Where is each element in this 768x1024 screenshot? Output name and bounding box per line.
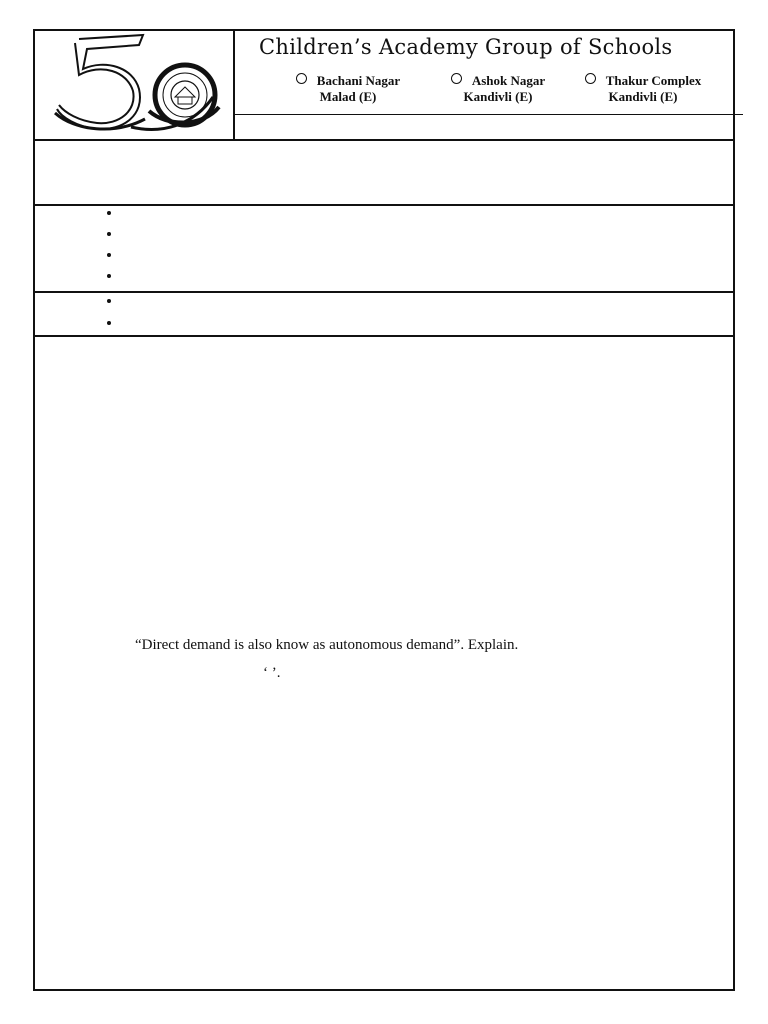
bullet-section-2 xyxy=(35,293,735,337)
branch-list xyxy=(283,73,743,109)
school-info-cell xyxy=(233,31,743,139)
header-divider xyxy=(233,114,743,115)
branch-item xyxy=(438,73,558,105)
radio-circle-icon xyxy=(585,73,596,84)
title-section xyxy=(35,139,735,206)
branch-location: Malad (E) xyxy=(319,89,377,104)
branch-item xyxy=(573,73,713,105)
branch-location: Kandivli (E) xyxy=(463,89,533,104)
branch-name: Thakur Complex xyxy=(605,73,702,88)
branch-name: Ashok Nagar xyxy=(471,73,546,88)
branch-item xyxy=(283,73,413,105)
worksheet-frame xyxy=(33,29,735,991)
bullet-section-1 xyxy=(35,206,735,293)
golden-jubilee-logo xyxy=(35,31,233,139)
bullet-point xyxy=(105,230,113,238)
bullet-point xyxy=(105,297,113,305)
bullet-point xyxy=(105,272,113,280)
branch-location: Kandivli (E) xyxy=(608,89,678,104)
school-header xyxy=(35,31,735,141)
school-name: Children’s Academy Group of Schools xyxy=(259,35,673,59)
bullet-point xyxy=(105,209,113,217)
quote-fragment: ‘ ’. xyxy=(263,665,281,681)
question-text: “Direct demand is also know as autonomous demand”. Explain. xyxy=(135,637,519,653)
bullet-point xyxy=(105,319,113,327)
bullet-point xyxy=(105,251,113,259)
branch-name: Bachani Nagar xyxy=(316,73,401,88)
logo-cell xyxy=(35,31,235,139)
radio-circle-icon xyxy=(296,73,307,84)
radio-circle-icon xyxy=(451,73,462,84)
